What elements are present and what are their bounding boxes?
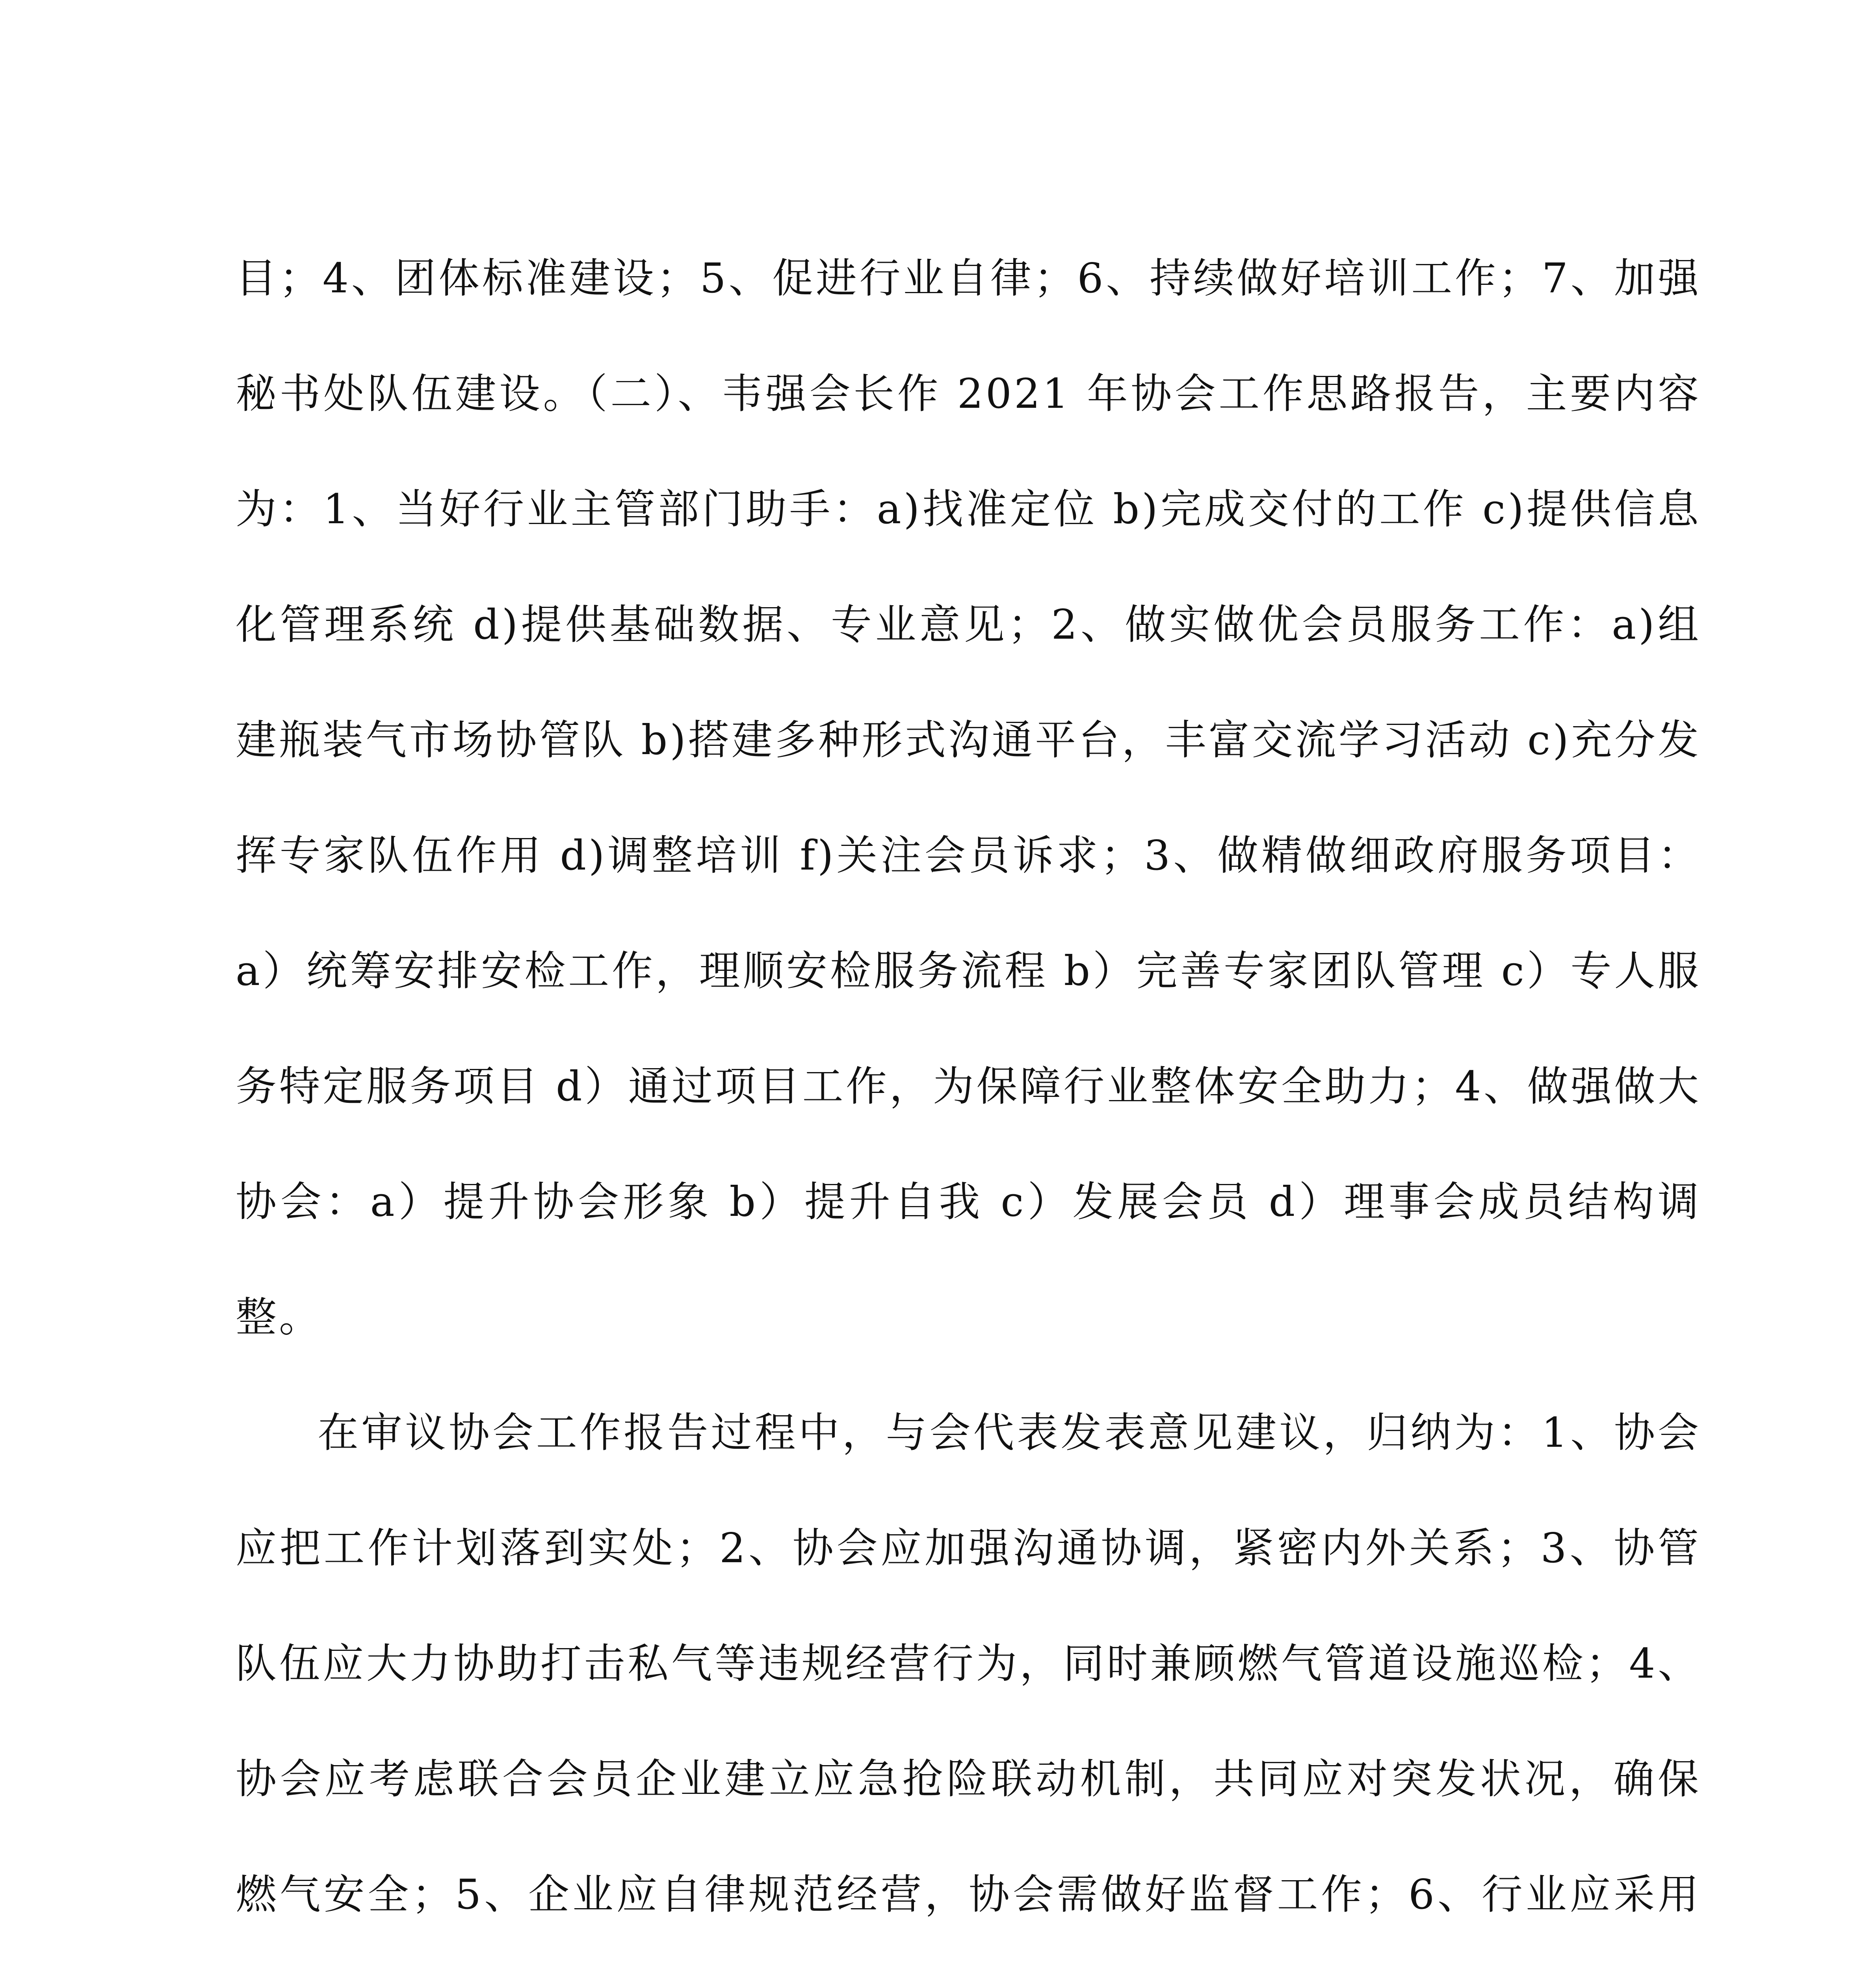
document-body [236,221,1701,1970]
paragraph-work-plan: 目；4、团体标准建设；5、促进行业自律；6、持续做好培训工作；7、加强秘书处队伍建设。（二）、韦强会长作 2021 年协会工作思路报告，主要内容为：1、当好行业主管部门助手：a)找准定位 b)完成交付的工作 c)提供信息化管理系统 d)提供基础数据、专业意见；2、做实做优会员服务工作：a)组建瓶装气市场协管队 b)搭建多种形式沟通平台，丰富交流学习活动 c)充分发挥专家队伍作用 d)调整培训 f)关注会员诉求；3、做精做细政府服务项目：a）统筹安排安检工作，理顺安检服务流程 b）完善专家团队管理 c）专人服务特定服务项目 d）通过项目工作，为保障行业整体安全助力；4、做强做大协会：a）提升协会形象 b）提升自我 c）发展会员 d）理事会成员结构调整。 [236,254,1701,1341]
paragraph-delegate-suggestions: 在审议协会工作报告过程中，与会代表发表意见建议，归纳为：1、协会应把工作计划落到实处；2、协会应加强沟通协调，紧密内外关系；3、协管队伍应大力协助打击私气等违规经营行为，同时兼顾燃气管道设施巡检；4、协会应考虑联合会员企业建立应急抢险联动机制，共同应对突发状况，确保燃气安全；5、企业应自律规范经营，协会需做好监督工作；6、行业应采用 [236,1409,1701,1918]
